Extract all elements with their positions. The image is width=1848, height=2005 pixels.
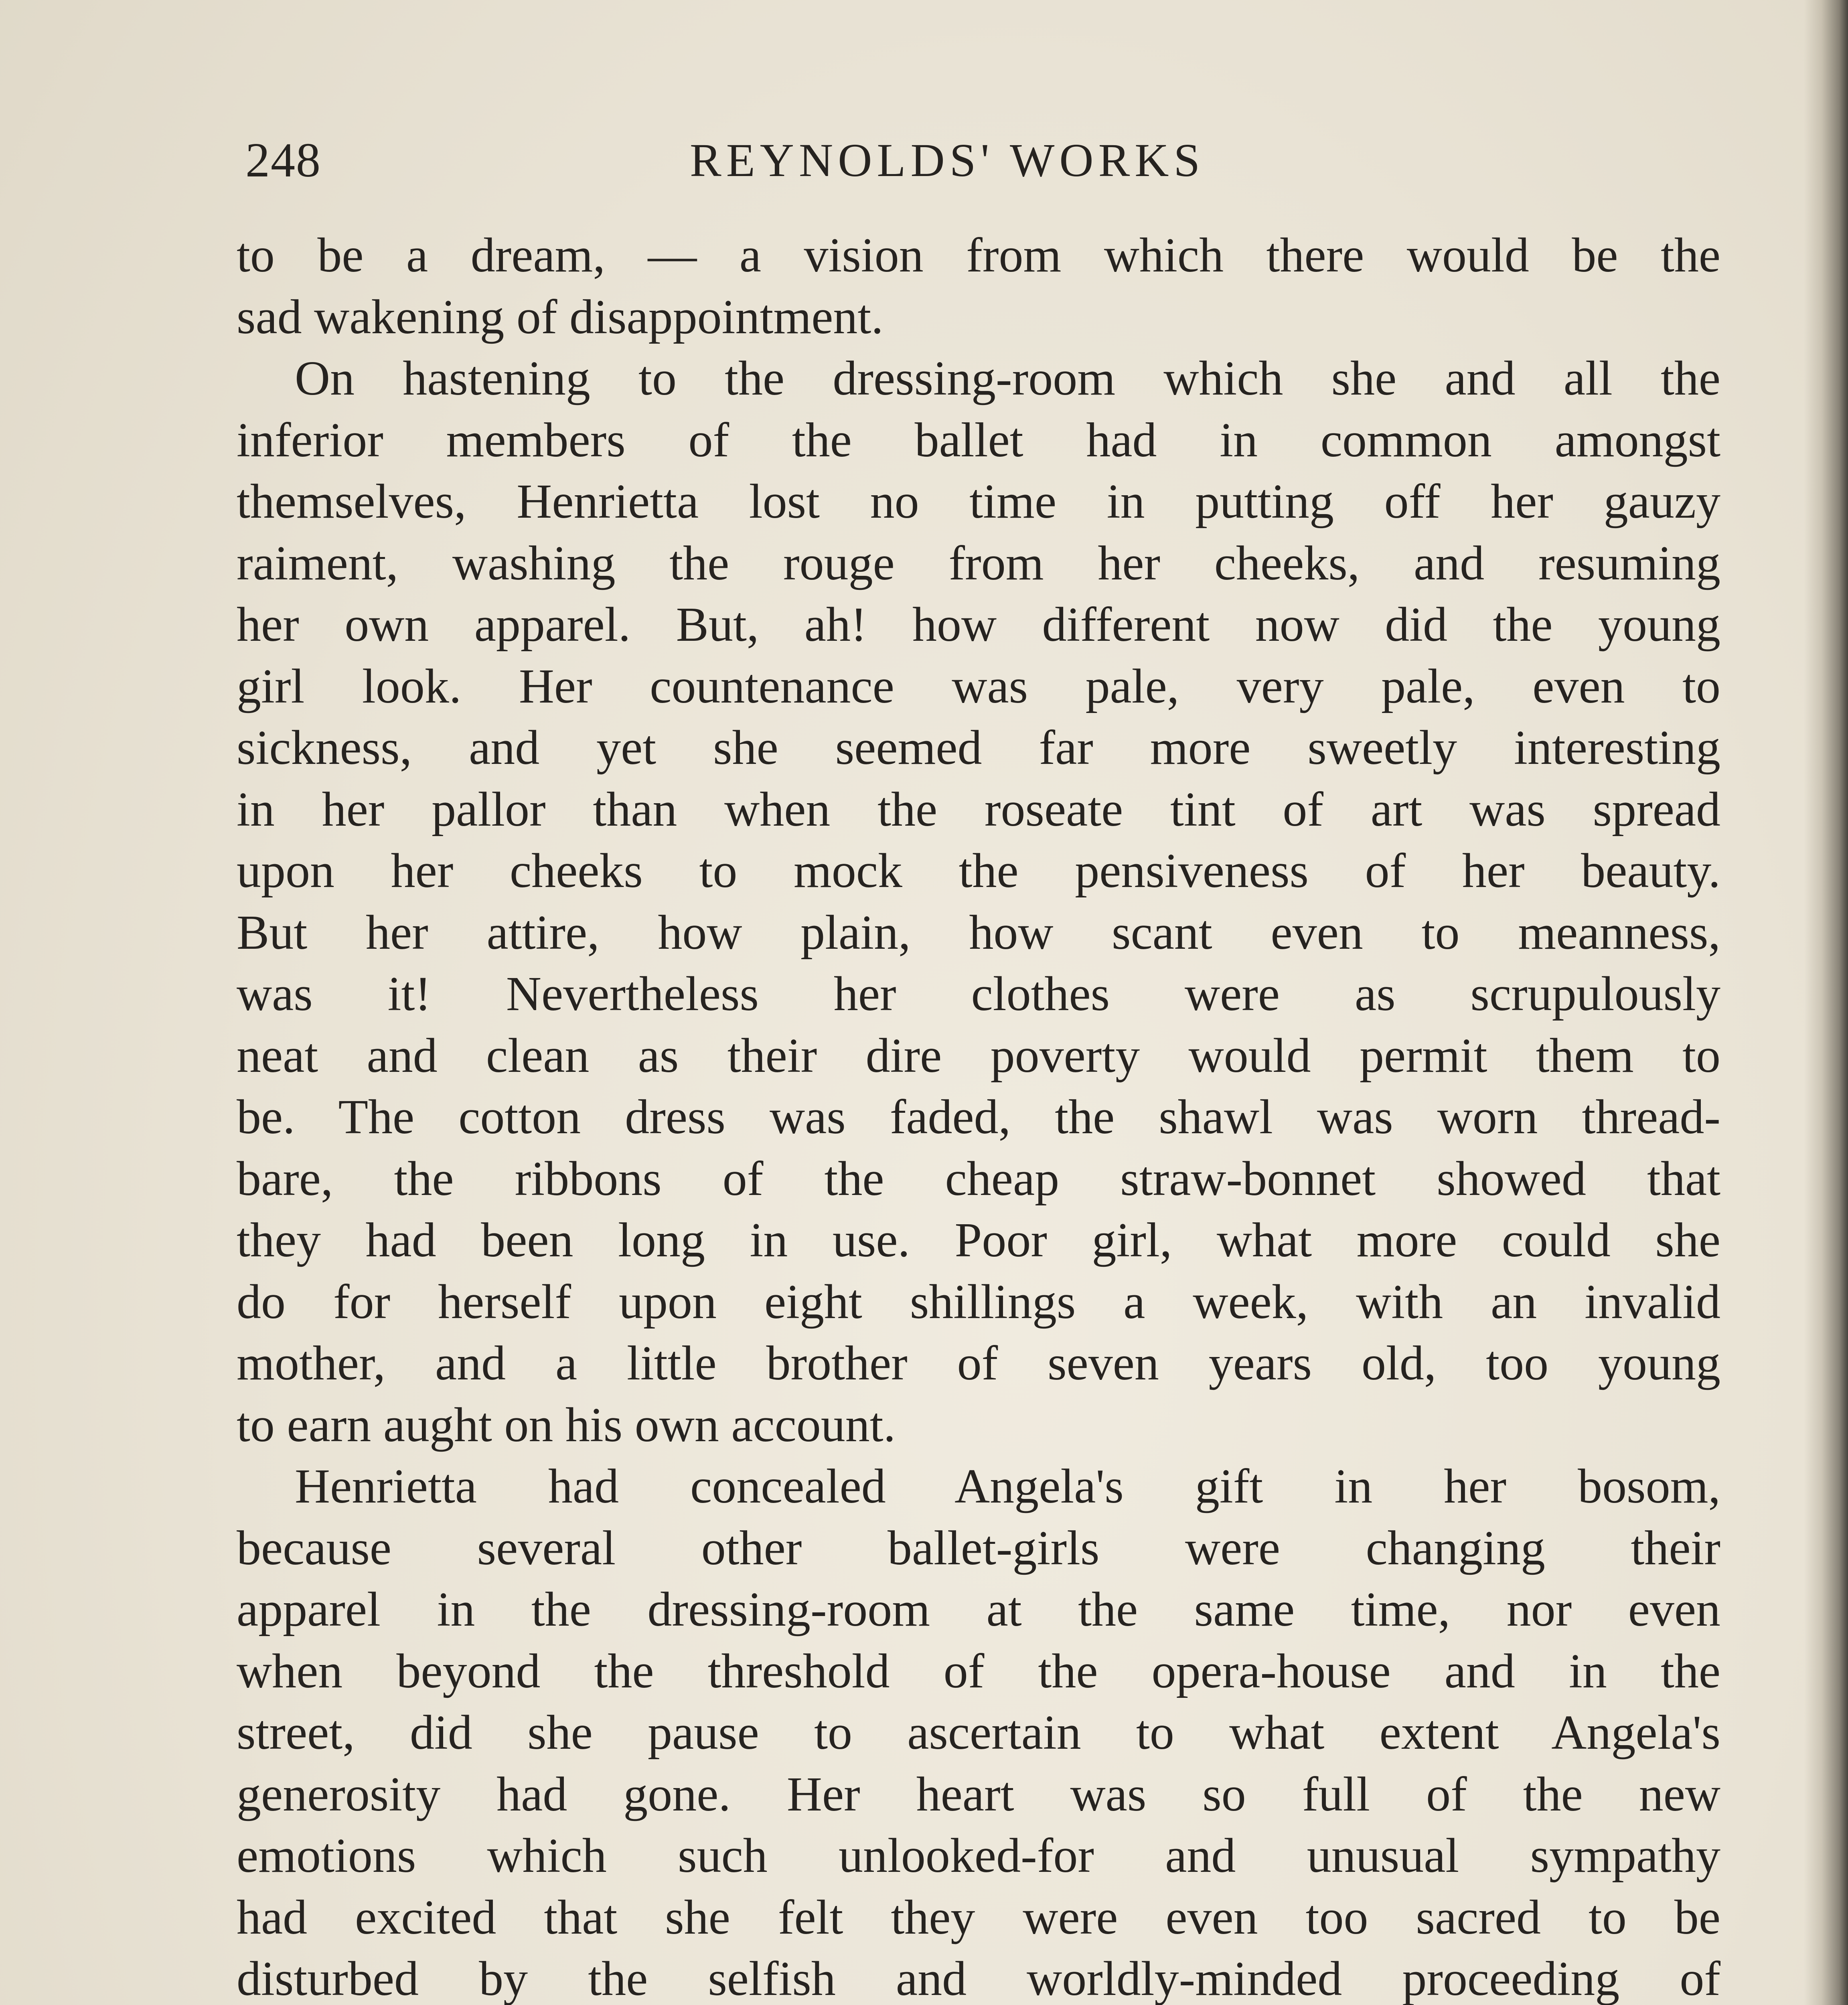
text-line: in her pallor than when the roseate tint of art was spread: [237, 782, 1720, 836]
text-line: generosity had gone. Her heart was so full of the new: [237, 1767, 1720, 1821]
text-line: sad wakening of disappointment.: [237, 290, 883, 344]
text-line: neat and clean as their dire poverty would permit them to: [237, 1028, 1720, 1083]
text-line: had excited that she felt they were even too sacred to be: [237, 1890, 1720, 1944]
text-line: But her attire, how plain, how scant even to meanness,: [237, 905, 1720, 960]
text-line: street, did she pause to ascertain to what extent Angela's: [237, 1705, 1720, 1760]
body-text: [237, 225, 1720, 2005]
page-header: [241, 120, 1724, 200]
text-line: disturbed by the selfish and worldly-minded proceeding of: [237, 1952, 1720, 2005]
text-line: they had been long in use. Poor girl, what more could she: [237, 1213, 1720, 1267]
text-line: be. The cotton dress was faded, the shawl was worn thread-: [237, 1090, 1720, 1144]
page-number: 248: [245, 133, 321, 187]
text-line: to be a dream, — a vision from which there would be the: [237, 228, 1720, 282]
text-line: to earn aught on his own account.: [237, 1397, 896, 1452]
text-line: was it! Nevertheless her clothes were as scrupulously: [237, 967, 1720, 1021]
page-edge-shadow: [1804, 0, 1848, 2005]
text-line: emotions which such unlooked-for and unusual sympathy: [237, 1829, 1720, 1883]
text-line: themselves, Henrietta lost no time in putting off her gauzy: [237, 474, 1720, 529]
text-line: when beyond the threshold of the opera-house and in the: [237, 1644, 1720, 1698]
running-head: REYNOLDS' WORKS: [690, 134, 1205, 186]
text-line: inferior members of the ballet had in common amongst: [237, 413, 1720, 467]
text-line: do for herself upon eight shillings a week, with an invalid: [237, 1274, 1720, 1329]
text-line: mother, and a little brother of seven years old, too young: [237, 1336, 1720, 1390]
text-line: sickness, and yet she seemed far more sweetly interesting: [237, 721, 1720, 775]
text-line: upon her cheeks to mock the pensiveness of her beauty.: [237, 844, 1720, 898]
text-line: raiment, washing the rouge from her cheeks, and resuming: [237, 536, 1720, 590]
text-line: because several other ballet-girls were changing their: [237, 1521, 1720, 1575]
text-line: Henrietta had concealed Angela's gift in her bosom,: [295, 1459, 1720, 1513]
text-line: her own apparel. But, ah! how different now did the young: [237, 597, 1720, 652]
text-line: bare, the ribbons of the cheap straw-bonnet showed that: [237, 1151, 1720, 1206]
text-line: On hastening to the dressing-room which she and all the: [295, 351, 1720, 405]
text-line: apparel in the dressing-room at the same time, nor even: [237, 1582, 1720, 1636]
text-line: girl look. Her countenance was pale, very pale, even to: [237, 659, 1720, 713]
